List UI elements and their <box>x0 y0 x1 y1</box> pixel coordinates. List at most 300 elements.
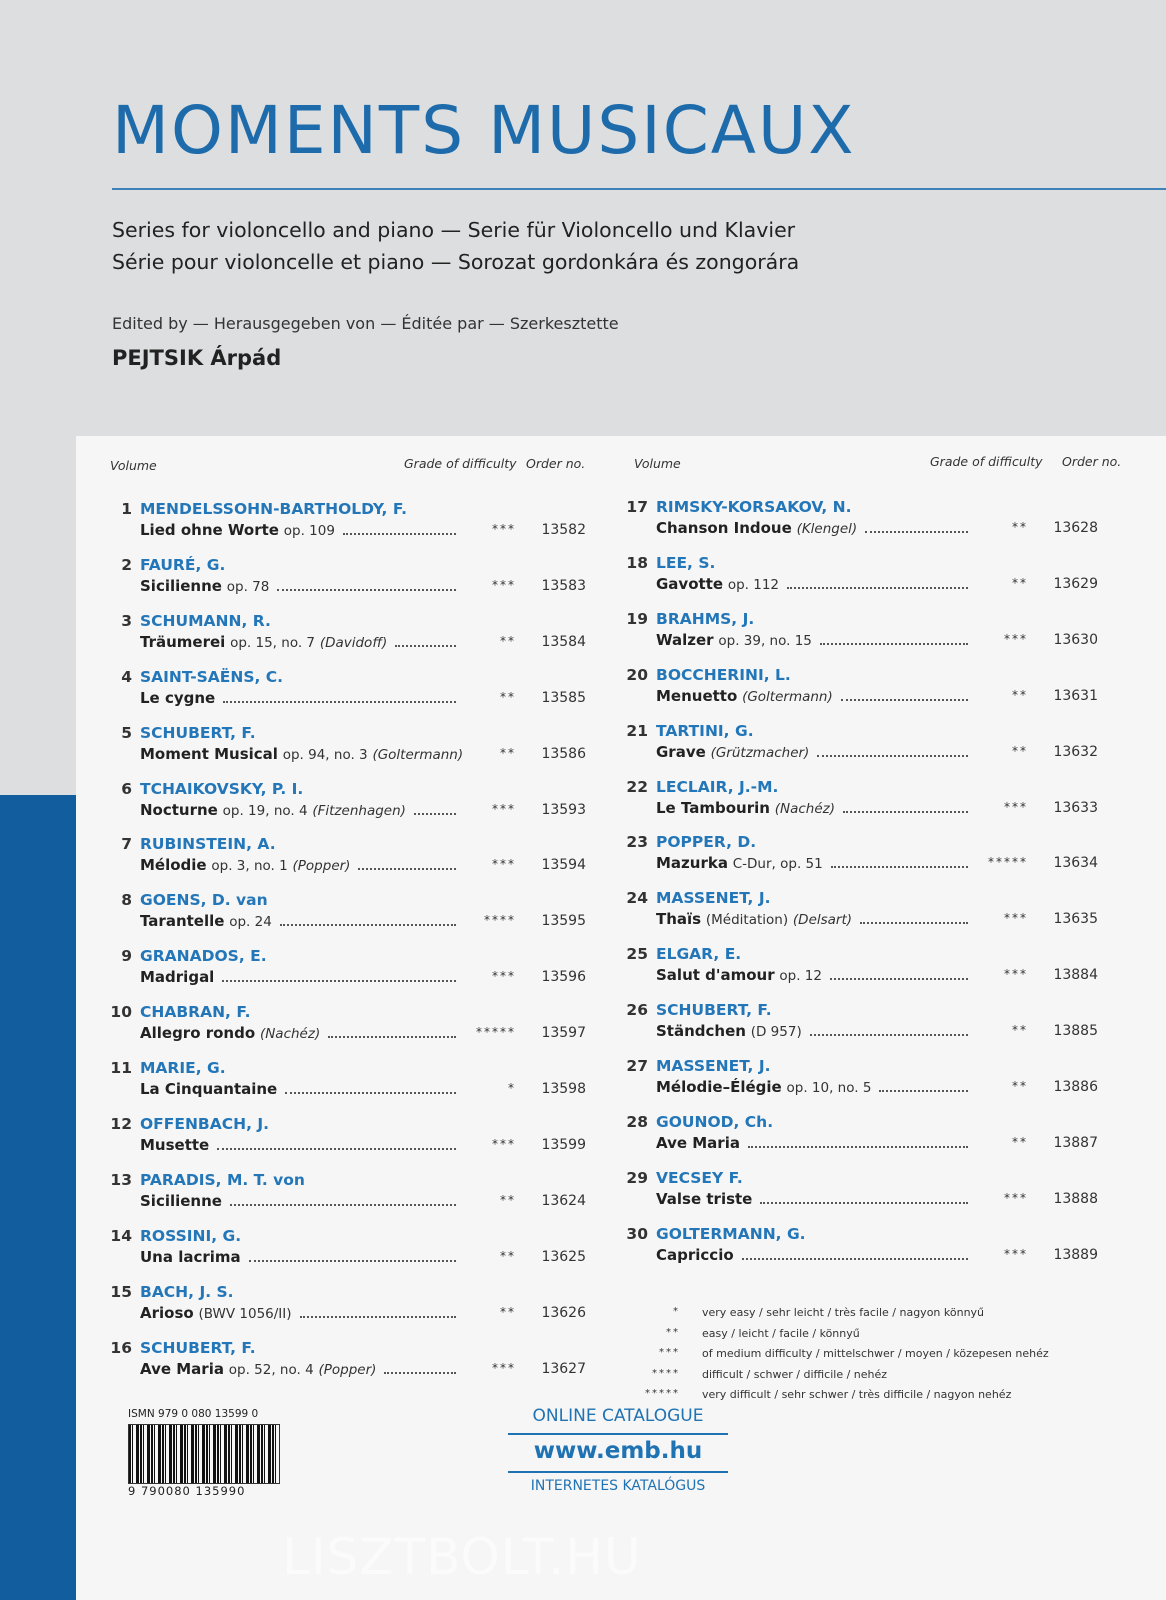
order-number: 13626 <box>541 1304 586 1321</box>
difficulty-grade: *** <box>1004 799 1028 814</box>
order-number: 13593 <box>541 801 586 818</box>
column-grade-right: Grade of difficulty <box>930 454 1043 469</box>
volume-entry <box>110 1227 594 1275</box>
difficulty-grade: ** <box>500 745 516 760</box>
composer-name: SAINT-SAËNS, C. <box>140 667 284 686</box>
work-title: Sicilienne <box>140 1191 222 1210</box>
order-number: 13599 <box>541 1136 586 1153</box>
work-title: Walzer <box>656 630 714 649</box>
order-number: 13632 <box>1053 743 1098 760</box>
volume-number: 11 <box>110 1059 132 1077</box>
leader-dots <box>843 810 968 813</box>
legend-description: of medium difficulty / mittelschwer / moyen / közepesen nehéz <box>702 1347 1049 1360</box>
order-number: 13627 <box>541 1360 586 1377</box>
order-number: 13885 <box>1053 1023 1098 1040</box>
volume-entry <box>110 835 594 883</box>
composer-name: VECSEY F. <box>656 1168 743 1187</box>
volume-number: 10 <box>110 1003 132 1022</box>
volume-entry <box>110 947 594 995</box>
difficulty-grade: ** <box>1012 1079 1028 1093</box>
volume-number: 14 <box>110 1226 132 1245</box>
opus-number: op. 109 <box>283 523 335 539</box>
opus-number: (Méditation) <box>705 912 789 929</box>
work-title: Le cygne <box>140 688 216 707</box>
work-title: Ständchen <box>656 1022 746 1041</box>
opus-number: op. 24 <box>229 914 272 931</box>
order-number: 13886 <box>1053 1079 1098 1095</box>
work-line <box>656 743 976 763</box>
difficulty-grade: ** <box>1012 687 1028 702</box>
work-line <box>656 1246 976 1266</box>
legend-stars: * <box>673 1306 680 1317</box>
composer-name: FAURÉ, G. <box>140 555 226 574</box>
online-catalogue-label: ONLINE CATALOGUE <box>532 1406 704 1426</box>
order-number: 13889 <box>1053 1246 1098 1263</box>
difficulty-grade: ** <box>1012 1023 1028 1038</box>
difficulty-grade: ** <box>500 1304 516 1319</box>
composer-name: RIMSKY-KORSAKOV, N. <box>656 498 852 516</box>
work-title: Tarantelle <box>140 912 225 931</box>
volume-number: 23 <box>626 833 648 852</box>
work-line <box>656 1190 976 1210</box>
composer-name: POPPER, D. <box>656 833 757 852</box>
work-title: Nocturne <box>140 800 218 819</box>
work-title: Lied ohne Worte <box>140 521 279 539</box>
work-title: Träumerei <box>140 632 226 651</box>
composer-name: OFFENBACH, J. <box>140 1114 270 1133</box>
order-number: 13598 <box>541 1081 586 1097</box>
work-line <box>140 633 464 653</box>
legend-row <box>620 1388 1140 1406</box>
composer-name: LECLAIR, J.-M. <box>656 777 779 796</box>
composer-name: ELGAR, E. <box>656 945 742 964</box>
catalogue-rule-bottom <box>508 1471 728 1473</box>
leader-dots <box>328 1035 456 1038</box>
work-line <box>656 1078 976 1098</box>
volume-number: 25 <box>626 945 648 964</box>
leader-dots <box>865 530 968 533</box>
difficulty-grade: * <box>508 1081 516 1095</box>
opus-number: op. 78 <box>226 578 270 595</box>
work-title: Ave Maria <box>656 1133 740 1152</box>
difficulty-grade: ***** <box>988 855 1028 870</box>
legend-row <box>620 1368 1140 1386</box>
composer-name: RUBINSTEIN, A. <box>140 835 276 854</box>
volume-number: 18 <box>626 553 648 572</box>
catalogue-rule-top <box>508 1433 728 1435</box>
edited-by-label: Edited by — Herausgegeben von — Éditée par — Szerkesztette <box>112 314 619 333</box>
composer-name: MASSENET, J. <box>656 1057 771 1075</box>
work-title: Madrigal <box>140 968 215 987</box>
column-order-right: Order no. <box>1062 454 1122 469</box>
work-line <box>140 521 464 541</box>
volume-number: 12 <box>110 1114 132 1133</box>
difficulty-grade: *** <box>492 1360 516 1375</box>
volume-entry <box>110 500 594 548</box>
volume-number: 6 <box>121 779 132 798</box>
volume-number: 5 <box>121 723 132 742</box>
volume-number: 28 <box>626 1112 648 1131</box>
work-line <box>140 1248 464 1268</box>
work-title: Ave Maria <box>140 1359 224 1378</box>
arranger: (Nachéz) <box>259 1026 321 1043</box>
arranger: (Popper) <box>292 858 351 875</box>
order-number: 13631 <box>1053 687 1098 704</box>
leader-dots <box>285 1091 456 1094</box>
opus-number: op. 112 <box>727 576 779 593</box>
volume-entry <box>110 556 594 604</box>
leader-dots <box>760 1201 968 1204</box>
barcode-icon <box>128 1424 280 1484</box>
volume-entry <box>626 554 1106 602</box>
difficulty-grade: ***** <box>476 1025 516 1040</box>
volume-entry <box>110 891 594 939</box>
work-line <box>656 910 976 930</box>
order-number: 13624 <box>541 1192 586 1209</box>
leader-dots <box>414 812 456 815</box>
volume-number: 19 <box>626 609 648 628</box>
work-title: La Cinquantaine <box>140 1080 278 1098</box>
work-line <box>656 575 976 595</box>
leader-dots <box>817 754 968 757</box>
catalogue-url-link[interactable]: www.emb.hu <box>533 1438 703 1464</box>
opus-number: op. 52, no. 4 <box>228 1361 314 1378</box>
composer-name: SCHUBERT, F. <box>656 1001 772 1020</box>
opus-number: (D 957) <box>750 1024 802 1041</box>
opus-number: op. 12 <box>779 968 822 985</box>
opus-number: op. 10, no. 5 <box>786 1080 872 1096</box>
work-title: Mélodie–Élégie <box>656 1078 782 1096</box>
work-line <box>140 1304 464 1324</box>
work-title: Salut d'amour <box>656 966 775 985</box>
order-number: 13634 <box>1053 855 1098 872</box>
leader-dots <box>280 923 456 926</box>
volume-number: 15 <box>110 1282 132 1301</box>
volume-entry <box>110 780 594 828</box>
volume-number: 20 <box>626 665 648 684</box>
work-title: Gavotte <box>656 574 724 593</box>
composer-name: BOCCHERINI, L. <box>656 665 791 684</box>
order-number: 13596 <box>541 969 586 986</box>
arranger: (Popper) <box>318 1361 377 1378</box>
volume-number: 26 <box>626 1001 648 1020</box>
volume-entry <box>626 945 1106 993</box>
order-number: 13884 <box>1053 967 1098 984</box>
order-number: 13625 <box>541 1248 586 1265</box>
legend-row <box>620 1306 1140 1324</box>
difficulty-grade: *** <box>1004 1190 1028 1205</box>
work-line <box>140 745 464 765</box>
difficulty-grade: *** <box>492 857 516 872</box>
column-volume-right: Volume <box>634 456 681 471</box>
work-line <box>140 801 464 821</box>
work-line <box>140 856 464 876</box>
volume-entry <box>110 612 594 660</box>
title-rule <box>112 188 1166 190</box>
leader-dots <box>230 1203 456 1206</box>
order-number: 13597 <box>541 1025 586 1042</box>
volume-entry <box>110 1115 594 1163</box>
volume-number: 24 <box>626 889 648 908</box>
order-number: 13888 <box>1053 1190 1098 1207</box>
composer-name: SCHUBERT, F. <box>140 1338 256 1357</box>
volume-number: 22 <box>626 777 648 796</box>
volume-number: 9 <box>121 947 132 966</box>
work-title: Arioso <box>140 1303 194 1322</box>
arranger: (Klengel) <box>796 521 858 537</box>
volume-entry <box>110 668 594 716</box>
volume-entry <box>110 1283 594 1331</box>
work-line <box>656 854 976 874</box>
composer-name: GOENS, D. van <box>140 891 268 910</box>
opus-number: (BWV 1056/II) <box>198 1305 292 1322</box>
work-title: Valse triste <box>656 1189 753 1208</box>
leader-dots <box>249 1259 456 1262</box>
volume-entry <box>626 778 1106 826</box>
composer-name: MASSENET, J. <box>656 889 771 908</box>
watermark-text: LISZTBOLT.HU <box>282 1528 642 1586</box>
work-line <box>140 912 464 932</box>
barcode-digits: 9 790080 135990 <box>128 1484 246 1498</box>
leader-dots <box>343 532 456 535</box>
work-line <box>140 577 464 597</box>
volume-entry <box>110 1059 594 1107</box>
volume-number: 29 <box>626 1168 648 1187</box>
leader-dots <box>820 642 968 645</box>
difficulty-grade: ** <box>1012 743 1028 758</box>
difficulty-grade: *** <box>1004 911 1028 926</box>
leader-dots <box>810 1033 968 1036</box>
work-title: Grave <box>656 742 706 761</box>
arranger: (Nachéz) <box>774 800 836 817</box>
difficulty-grade: ** <box>500 1192 516 1207</box>
difficulty-grade: *** <box>492 577 516 592</box>
volume-entry <box>110 1339 594 1387</box>
work-line <box>656 631 976 651</box>
difficulty-grade: *** <box>1004 1246 1028 1261</box>
legend-row <box>620 1347 1140 1365</box>
leader-dots <box>223 700 456 703</box>
difficulty-grade: ** <box>1012 520 1028 534</box>
order-number: 13630 <box>1053 631 1098 648</box>
difficulty-grade: *** <box>1004 631 1028 646</box>
order-number: 13584 <box>541 633 586 650</box>
difficulty-grade: ** <box>500 1248 516 1263</box>
series-title: MOMENTS MUSICAUX <box>112 92 856 169</box>
legend-description: very difficult / sehr schwer / très difficile / nagyon nehéz <box>702 1388 1012 1401</box>
difficulty-grade: *** <box>492 1136 516 1151</box>
volume-entry <box>626 889 1106 937</box>
leader-dots <box>384 1371 456 1374</box>
work-line <box>656 687 976 707</box>
legend-stars: ** <box>666 1326 680 1338</box>
volume-number: 21 <box>626 721 648 740</box>
order-number: 13887 <box>1053 1134 1098 1151</box>
volume-entry <box>626 833 1106 881</box>
volume-entry <box>626 666 1106 714</box>
opus-number: C-Dur, op. 51 <box>732 856 823 873</box>
volume-number: 7 <box>121 835 132 854</box>
leader-dots <box>358 867 456 870</box>
legend-stars: *** <box>659 1347 680 1358</box>
composer-name: PARADIS, M. T. von <box>140 1170 305 1189</box>
work-title: Musette <box>140 1135 210 1154</box>
volume-entry <box>626 1001 1106 1049</box>
work-line <box>140 1080 464 1100</box>
order-number: 13583 <box>541 577 586 594</box>
composer-name: GRANADOS, E. <box>140 947 267 966</box>
legend-stars: **** <box>652 1367 680 1379</box>
arranger: (Davidoff) <box>319 634 388 651</box>
work-title: Chanson Indoue <box>656 519 792 537</box>
volume-entry <box>626 722 1106 770</box>
work-title: Una lacrima <box>140 1247 241 1266</box>
composer-name: TARTINI, G. <box>656 721 754 740</box>
volume-entry <box>626 1113 1106 1161</box>
ismn-text: ISMN 979 0 080 13599 0 <box>128 1408 259 1420</box>
arranger: (Fitzenhagen) <box>312 802 406 819</box>
leader-dots <box>395 644 456 647</box>
difficulty-grade: *** <box>492 969 516 984</box>
order-number: 13629 <box>1053 575 1098 592</box>
composer-name: GOLTERMANN, G. <box>656 1224 806 1243</box>
column-volume-left: Volume <box>110 458 157 473</box>
work-title: Capriccio <box>656 1245 734 1264</box>
work-title: Menuetto <box>656 686 738 705</box>
arranger: (Grützmacher) <box>710 744 810 761</box>
internetes-katalogus-label: INTERNETES KATALÓGUS <box>530 1478 706 1494</box>
work-title: Mazurka <box>656 854 728 873</box>
work-title: Mélodie <box>140 856 207 875</box>
leader-dots <box>879 1089 968 1092</box>
volume-number: 13 <box>110 1170 132 1189</box>
order-number: 13582 <box>541 522 586 538</box>
opus-number: op. 19, no. 4 <box>222 802 308 819</box>
opus-number: op. 39, no. 15 <box>718 632 812 649</box>
arranger: (Goltermann) <box>372 746 464 763</box>
work-line <box>656 966 976 986</box>
difficulty-grade: **** <box>484 913 516 928</box>
leader-dots <box>860 921 968 924</box>
difficulty-grade: *** <box>492 522 516 536</box>
legend-stars: ***** <box>645 1388 680 1399</box>
legend-description: easy / leicht / facile / könnyű <box>702 1326 860 1340</box>
column-order-left: Order no. <box>526 456 586 471</box>
leader-dots <box>787 586 968 589</box>
order-number: 13595 <box>541 913 586 930</box>
volume-number: 17 <box>626 498 648 516</box>
leader-dots <box>748 1145 968 1148</box>
column-grade-left: Grade of difficulty <box>404 456 517 471</box>
volume-number: 4 <box>121 667 132 686</box>
editor-name: PEJTSIK Árpád <box>112 346 282 370</box>
work-line <box>140 1192 464 1212</box>
composer-name: BRAHMS, J. <box>656 609 755 628</box>
volume-entry <box>626 1169 1106 1217</box>
opus-number: op. 3, no. 1 <box>211 858 288 875</box>
volume-number: 27 <box>626 1057 648 1075</box>
barcode-block <box>128 1408 280 1500</box>
order-number: 13628 <box>1053 520 1098 536</box>
volume-number: 8 <box>121 891 132 910</box>
work-line <box>656 799 976 819</box>
leader-dots <box>277 588 456 591</box>
work-line <box>656 1022 976 1042</box>
legend-row <box>620 1327 1140 1345</box>
subtitle-line-2: Série pour violoncelle et piano — Sorozat gordonkára és zongorára <box>112 250 800 274</box>
work-line <box>140 689 464 709</box>
volume-entry <box>110 1171 594 1219</box>
work-title: Allegro rondo <box>140 1024 256 1043</box>
composer-name: SCHUBERT, F. <box>140 723 256 742</box>
order-number: 13594 <box>541 857 586 874</box>
composer-name: TCHAIKOVSKY, P. I. <box>140 779 304 798</box>
work-line <box>656 519 976 539</box>
work-line <box>140 1360 464 1380</box>
legend-description: very easy / sehr leicht / très facile / nagyon könnyű <box>702 1306 985 1319</box>
leader-dots <box>831 865 968 868</box>
leader-dots <box>217 1147 456 1150</box>
volume-number: 30 <box>626 1224 648 1243</box>
leader-dots <box>222 979 456 982</box>
difficulty-grade: ** <box>1012 575 1028 590</box>
legend-description: difficult / schwer / difficile / nehéz <box>702 1367 888 1381</box>
composer-name: ROSSINI, G. <box>140 1226 242 1245</box>
catalogue-panel <box>76 436 1166 1600</box>
composer-name: GOUNOD, Ch. <box>656 1112 774 1131</box>
volume-number: 1 <box>121 500 132 518</box>
arranger: (Delsart) <box>792 912 853 929</box>
volume-entry <box>110 724 594 772</box>
composer-name: SCHUMANN, R. <box>140 611 271 630</box>
volume-number: 3 <box>121 611 132 630</box>
subtitle-line-1: Series for violoncello and piano — Serie für Violoncello und Klavier <box>112 218 796 242</box>
composer-name: LEE, S. <box>656 553 716 572</box>
leader-dots <box>830 977 968 980</box>
difficulty-grade: ** <box>1012 1134 1028 1149</box>
order-number: 13586 <box>541 745 586 762</box>
volume-entry <box>626 1225 1106 1273</box>
volume-entry <box>626 610 1106 658</box>
volume-entry <box>110 1003 594 1051</box>
leader-dots <box>841 698 968 701</box>
opus-number: op. 15, no. 7 <box>230 634 316 651</box>
volume-entry <box>626 1057 1106 1105</box>
difficulty-grade: ** <box>500 689 516 704</box>
difficulty-grade: ** <box>500 633 516 648</box>
work-line <box>140 968 464 988</box>
composer-name: MENDELSSOHN-BARTHOLDY, F. <box>140 500 408 518</box>
opus-number: op. 94, no. 3 <box>282 746 368 763</box>
work-line <box>140 1024 464 1044</box>
work-line <box>140 1136 464 1156</box>
volume-entry <box>626 498 1106 546</box>
order-number: 13585 <box>541 689 586 706</box>
order-number: 13633 <box>1053 799 1098 816</box>
work-title: Moment Musical <box>140 744 278 763</box>
leader-dots <box>300 1315 456 1318</box>
leader-dots <box>742 1257 968 1260</box>
work-title: Sicilienne <box>140 576 222 595</box>
order-number: 13635 <box>1053 911 1098 928</box>
work-title: Le Tambourin <box>656 798 770 817</box>
difficulty-grade: *** <box>1004 967 1028 982</box>
volume-number: 2 <box>121 555 132 574</box>
arranger: (Goltermann) <box>742 688 833 705</box>
work-line <box>656 1134 976 1154</box>
composer-name: BACH, J. S. <box>140 1282 234 1301</box>
volume-number: 16 <box>110 1338 132 1357</box>
